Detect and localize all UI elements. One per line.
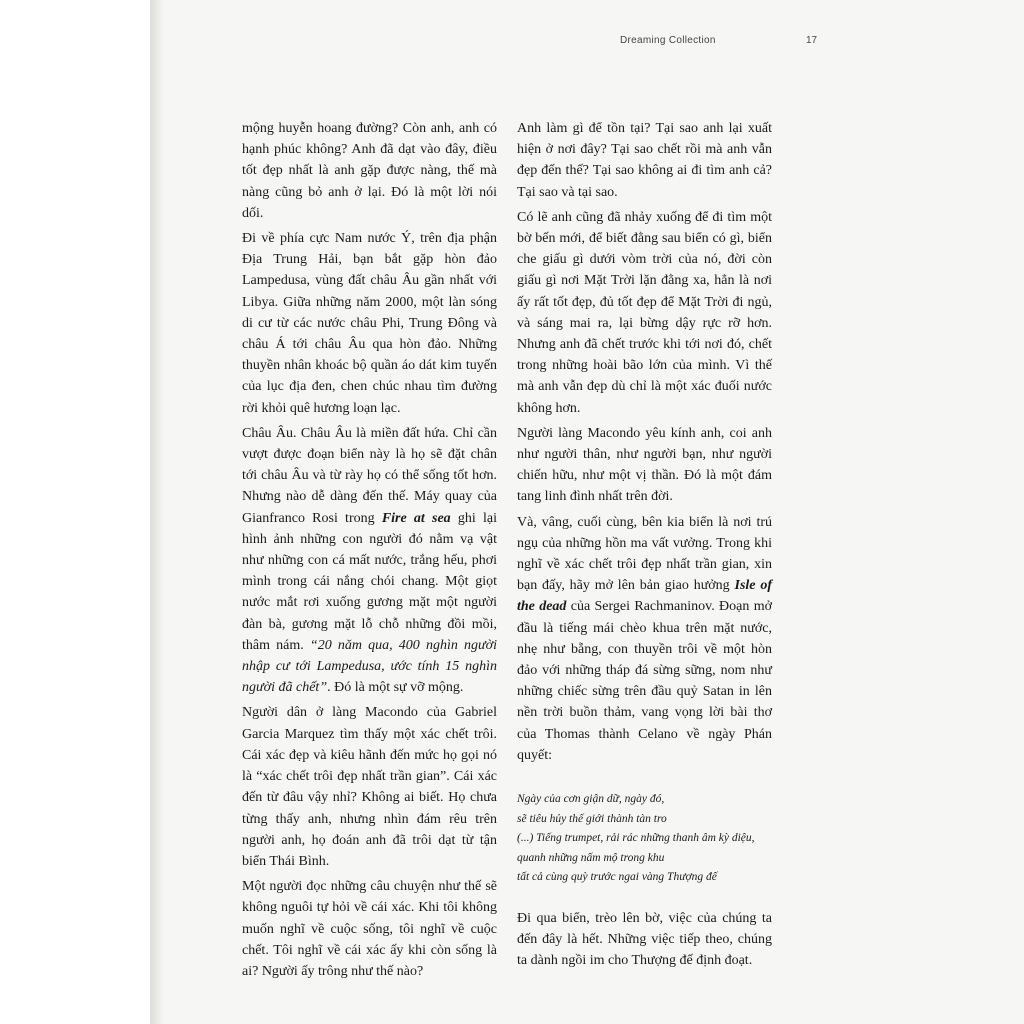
book-page <box>150 0 1024 1024</box>
left-column <box>242 118 497 982</box>
left-paragraph-5: Một người đọc những câu chuyện như thế sẽ không nguôi tự hỏi về cái xác. Khi tôi không muốn nghĩ về cuộc sống, tôi nghĩ về cuộc chết. Tôi nghĩ về cái xác ấy khi còn sống là ai? Người ấy trông như thế nào? <box>242 879 497 979</box>
page-number: 17 <box>806 35 818 46</box>
left-paragraph-3-text-b: ghi lại hình ảnh những con người đó nằm vạ vật như những con cá mất nước, trắng hếu, phơi mình trong cái nắng chói chang. Một giọt nước mắt rơi xuống gương mặt một người đàn bà, gương mặt lỗ chỗ những đồi mồi, thâm nám. <box>242 510 497 653</box>
quotation: “20 năm qua, 400 nghìn người nhập cư tới Lampedusa, ước tính 15 nghìn người đã chết” <box>242 637 497 696</box>
left-paragraph-2: Đi về phía cực Nam nước Ý, trên địa phận Địa Trung Hải, bạn bắt gặp hòn đảo Lampedusa, vùng đất châu Âu gần nhất với Libya. Giữa những năm 2000, một làn sóng di cư từ các nước châu Phi, Trung Đông và châu Á tới châu Âu qua hòn đảo. Những thuyền nhân khoác bộ quần áo dát kim tuyến của lục địa đen, chen chúc nhau tìm đường rời khỏi quê hương loạn lạc. <box>242 231 497 416</box>
poem-line: Ngày của cơn giận dữ, ngày đó, <box>517 793 665 806</box>
right-paragraph-4-text-a: Và, vâng, cuối cùng, bên kia biển là nơi trú ngụ của những hồn ma vất vưởng. Trong khi nghĩ về xác chết trôi đẹp nhất trần gian, xin bạn đấy, hãy mở lên bản giao hưởng <box>517 514 772 594</box>
film-title: Fire at sea <box>381 510 451 526</box>
left-paragraph-3-text-a: Châu Âu. Châu Âu là miền đất hứa. Chỉ cần vượt được đoạn biển này là họ sẽ đặt chân tới châu Âu và từ rày họ có thể sống tốt hơn. Nhưng nào dễ dàng đến thế. Máy quay của Gianfranco Rosi trong <box>242 425 497 526</box>
right-paragraph-4 <box>517 512 772 766</box>
right-paragraph-4-text-b: của Sergei Rachmaninov. Đoạn mở đầu là tiếng mái chèo khua trên mặt nước, nhẹ như bẵng, con thuyền trôi về một hòn đảo với những tháp đá sừng sững, nom như những chiếc sừng trên đầu quỷ Satan in lên nền trời buồn thảm, vang vọng lời bài thơ của Thomas thành Celano về ngày Phán quyết: <box>517 599 772 763</box>
poem-line: tất cả cùng quỳ trước ngai vàng Thượng đế <box>517 871 717 884</box>
right-paragraph-5: Đi qua biển, trèo lên bờ, việc của chúng ta đến đây là hết. Những việc tiếp theo, chúng ta dành ngồi im cho Thượng đế định đoạt. <box>517 910 772 968</box>
right-column <box>517 118 772 971</box>
running-header: Dreaming Collection <box>620 35 716 46</box>
left-paragraph-3 <box>242 423 497 699</box>
left-paragraph-3-text-c: . Đó là một sự vỡ mộng. <box>327 680 464 696</box>
poem-line: (...) Tiếng trumpet, rải rác những thanh âm kỳ diệu, <box>517 832 755 845</box>
left-paragraph-4: Người dân ở làng Macondo của Gabriel Garcia Marquez tìm thấy một xác chết trôi. Cái xác đẹp và kiêu hãnh đến mức họ gọi nó là “xác chết trôi đẹp nhất trần gian”. Cái xác đến từ đâu vậy nhỉ? Không ai biết. Họ chưa từng thấy anh, nhưng nhìn đám rêu trên người anh, họ đoán anh đã trôi dạt từ tận biển Thái Bình. <box>242 705 497 869</box>
poem-line: quanh những nấm mộ trong khu <box>517 851 665 864</box>
page-gutter-shadow <box>150 0 164 1024</box>
right-paragraph-3: Người làng Macondo yêu kính anh, coi anh như người thân, như người bạn, như người chiến hữu, như một vị thần. Đó là một đám tang linh đình nhất trên đời. <box>517 425 772 505</box>
poem-line: sẽ tiêu hủy thế giới thành tàn tro <box>517 812 667 825</box>
left-paragraph-1: mộng huyễn hoang đường? Còn anh, anh có hạnh phúc không? Anh đã dạt vào đây, điều tốt đẹp nhất là anh gặp được nàng, thế mà nàng cũng bỏ anh ở lại. Đó là một lời nói dối. <box>242 121 497 221</box>
right-paragraph-1: Anh làm gì để tồn tại? Tại sao anh lại xuất hiện ở nơi đây? Tại sao chết rồi mà anh vẫn đẹp đến thế? Tại sao không ai đi tìm anh cả? Tại sao và tại sao. <box>517 121 772 200</box>
poem-excerpt <box>517 790 772 888</box>
right-paragraph-2: Có lẽ anh cũng đã nhảy xuống để đi tìm một bờ bến mới, để biết đằng sau biển có gì, biển che giấu gì dưới vòm trời của nó, đời còn giấu gì nơi Mặt Trời lặn đằng xa, hẳn là nơi ấy rất tốt đẹp, đủ tốt đẹp để Mặt Trời đi ngủ, và sáng mai ra, lại bừng dậy rực rỡ hơn. Nhưng anh đã chết trước khi tới nơi đó, chết trong những hoài bão lớn của mình. Vì thế mà anh vẫn đẹp dù chỉ là một xác đuối nước không hơn. <box>517 209 772 416</box>
symphony-title: Isle of the dead <box>517 578 772 615</box>
